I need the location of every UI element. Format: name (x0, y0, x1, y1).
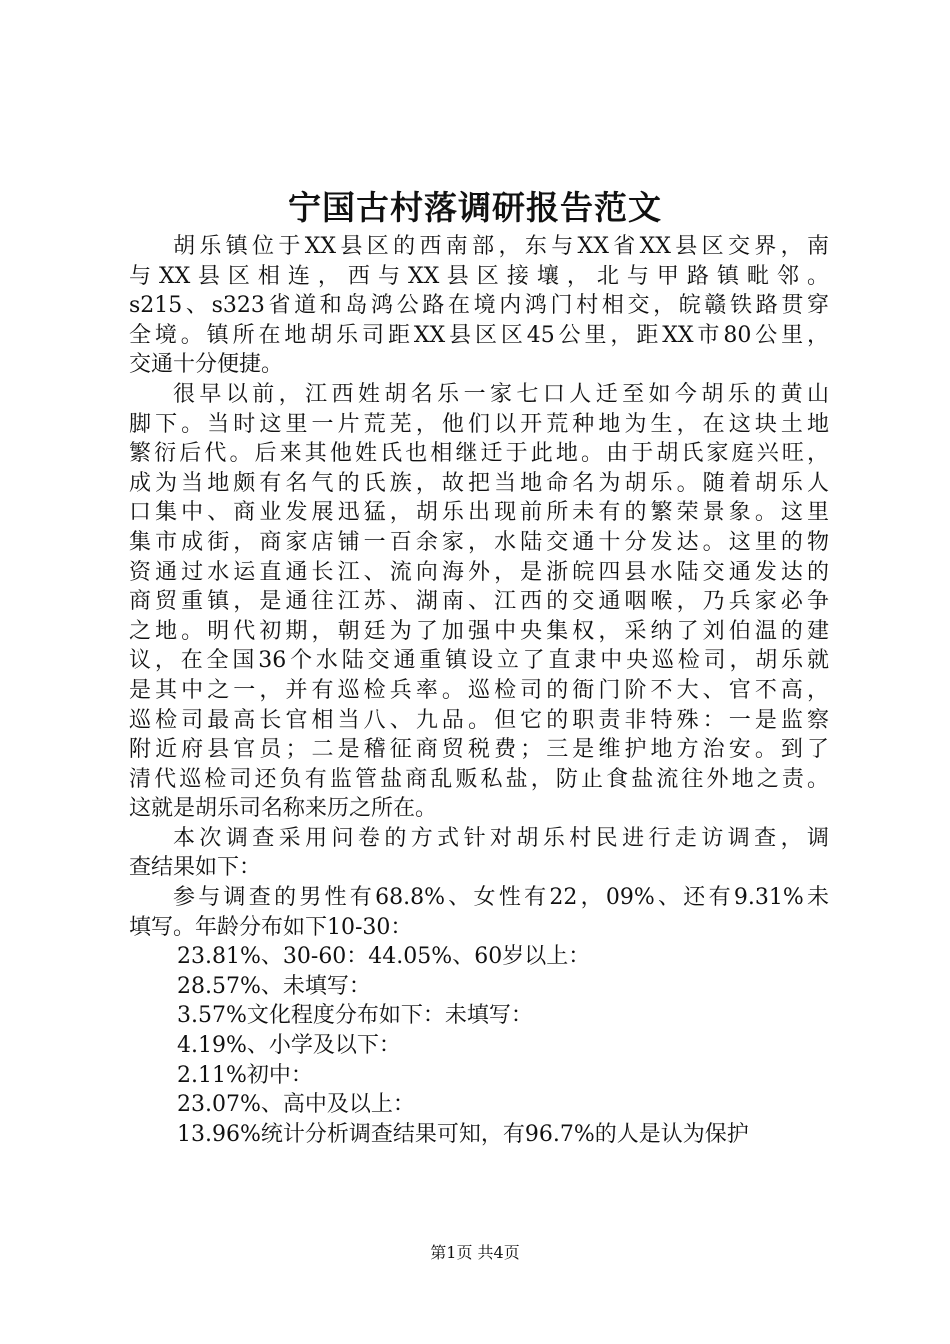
text-line: 口集中、商业发展迅猛，胡乐出现前所未有的繁荣景象。这里 (129, 500, 829, 526)
text-line: 集市成街，商家店铺一百余家，水陆交通十分发达。这里的物 (129, 529, 829, 555)
text-line: 商贸重镇，是通往江苏、湖南、江西的交通咽喉，乃兵家必争 (129, 589, 829, 615)
text-line: 与 XX 县 区 相 连 ， 西 与 XX 县 区 接 壤 ， 北 与 甲 路 镇 毗 邻 。 (129, 263, 829, 289)
paragraph-survey-results (129, 883, 829, 942)
text-line: 附近府县官员；二是稽征商贸税费；三是维护地方治安。到了 (129, 737, 829, 763)
text-line: 成为当地颇有名气的氏族，故把当地命名为胡乐。随着胡乐人 (129, 470, 829, 496)
text-line: 议，在全国36个水陆交通重镇设立了直隶中央巡检司，胡乐就 (129, 648, 829, 674)
text-line: 很早以前，江西姓胡名乐一家七口人迁至如今胡乐的黄山 (173, 381, 829, 407)
text-line: 脚下。当时这里一片荒芜，他们以开荒种地为生，在这块土地 (129, 411, 829, 437)
text-line: 之地。明代初期，朝廷为了加强中央集权，采纳了刘伯温的建 (129, 618, 829, 644)
document-title: 宁国古村落调研报告范文 (288, 188, 662, 227)
text-line: 胡乐镇位于XX县区的西南部，东与XX省XX县区交界，南 (173, 234, 829, 259)
text-line: 参与调查的男性有68.8%、女性有22，09%、还有9.31%未 (173, 885, 829, 911)
paragraph-history (129, 380, 829, 824)
text-line: 这就是胡乐司名称来历之所在。 (129, 796, 438, 822)
text-line: 资通过水运直通长江、流向海外，是浙皖四县水陆交通发达的 (129, 559, 829, 585)
text-line: 本次调查采用问卷的方式针对胡乐村民进行走访调查，调 (173, 825, 829, 851)
text-line: 清代巡检司还负有监管盐商乱贩私盐，防止食盐流往外地之责。 (129, 766, 829, 792)
list-item: 4.19%、小学及以下： (177, 1033, 401, 1059)
paragraph-location (129, 232, 829, 380)
list-item: 13.96%统计分析调查结果可知，有96.7%的人是认为保护 (177, 1121, 749, 1147)
list-item: 23.81%、30-60：44.05%、60岁以上： (177, 944, 591, 970)
text-line: 全境。镇所在地胡乐司距XX县区区45公里，距XX市80公里， (129, 322, 829, 348)
text-line: 繁衍后代。后来其他姓氏也相继迁于此地。由于胡氏家庭兴旺， (129, 441, 829, 467)
list-item: 3.57%文化程度分布如下：未填写： (177, 1003, 533, 1029)
text-line: 查结果如下： (129, 855, 262, 881)
list-item: 2.11%初中： (177, 1062, 313, 1088)
list-item: 23.07%、高中及以上： (177, 1092, 415, 1118)
text-line: 是其中之一，并有巡检兵率。巡检司的衙门阶不大、官不高， (129, 677, 829, 703)
page-number-footer: 第1页 共4页 (430, 1243, 520, 1262)
survey-list (129, 942, 829, 1149)
text-line: 填写。年龄分布如下10-30： (129, 914, 413, 940)
list-item: 28.57%、未填写： (177, 973, 371, 999)
paragraph-survey-method (129, 824, 829, 883)
text-line: 交通十分便捷。 (129, 352, 284, 378)
text-line: 巡检司最高长官相当八、九品。但它的职责非特殊：一是监察 (129, 707, 829, 733)
document-body (129, 232, 829, 1149)
text-line: s215、s323省道和岛鸿公路在境内鸿门村相交，皖赣铁路贯穿 (129, 293, 829, 319)
